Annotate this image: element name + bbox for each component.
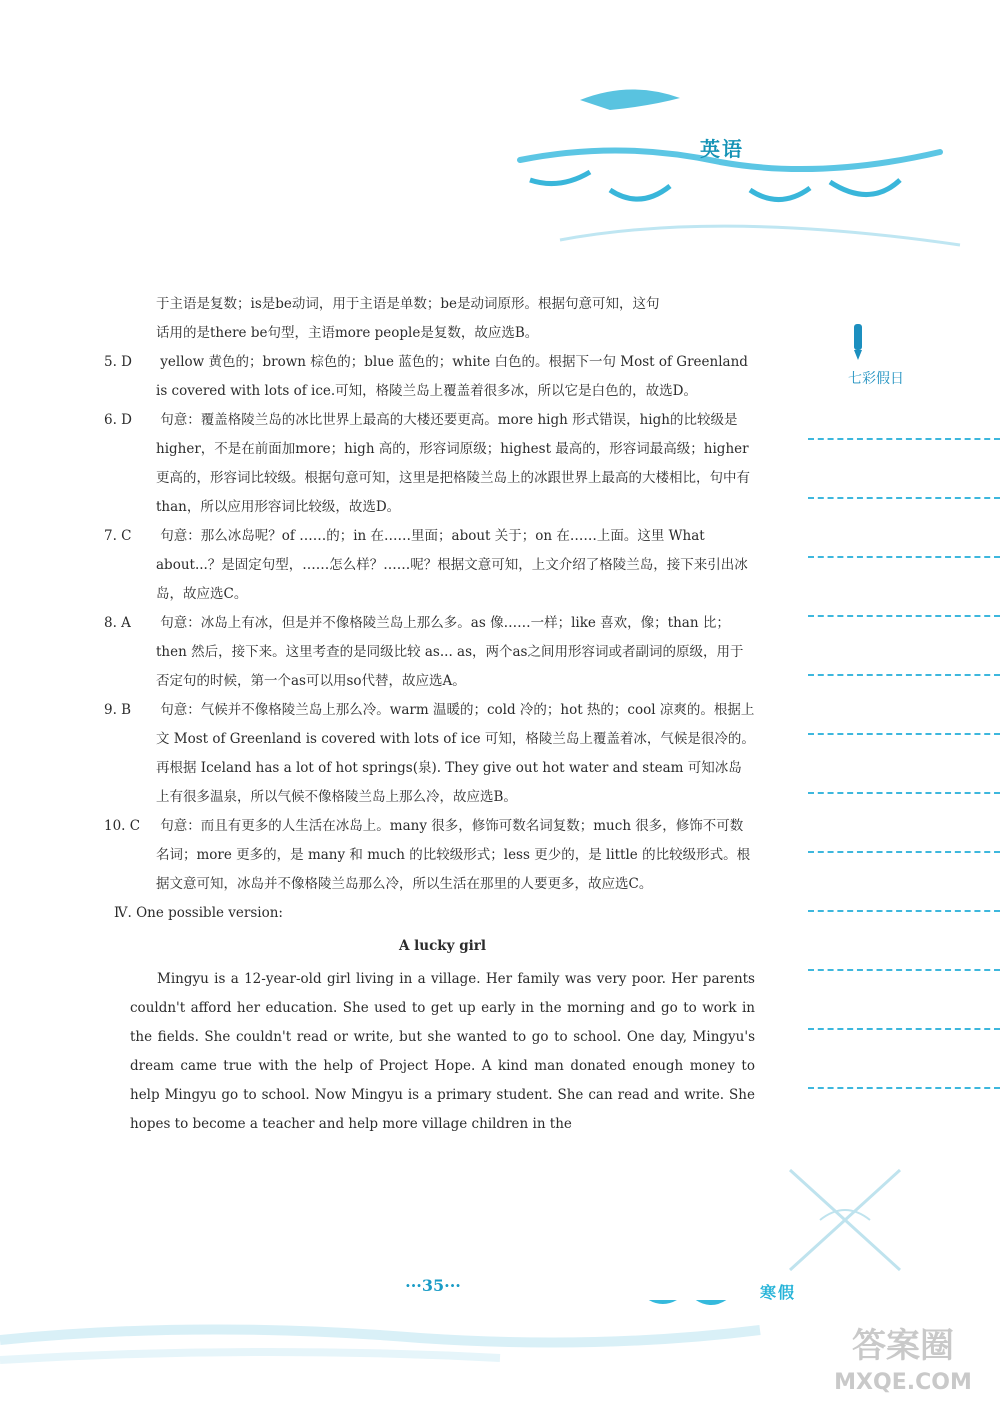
note-line: [808, 792, 1000, 794]
footer-label: 寒假: [760, 1283, 797, 1302]
answer-text: 句意：覆盖格陵兰岛的冰比世界上最高的大楼还要更高。more high 形式错误，high的比较级是higher，不是在前面加more；high 高的，形容词原级；highest 最高的，形容词最高级；higher 更高的，形容词比较级。根据句意可知，这里是把格陵兰岛上的冰跟世界上最高的大楼相比，句中有than，所以应用形容词比较级，故选D。: [156, 412, 750, 515]
note-line: [808, 674, 1000, 676]
answer-text: 句意：那么冰岛呢？of ……的；in 在……里面；about 关于；on 在……上面。这里 What about...？是固定句型，……怎么样？……呢？根据文意可知，上文介绍了格陵兰岛，接下来引出冰岛，故应选C。: [156, 528, 748, 602]
essay-text: Mingyu is a 12-year-old girl living in a village. Her family was very poor. Her parents couldn't afford her education. She used to get up early in the morning and go to work in the fields. She couldn't read or write, but she wanted to go to school. One day, Mingyu's dream came true with the help of Project Hope. A kind man donated enough money to help Mingyu go to school. Now Mingyu is a primary student. She can read and write. She hopes to become a teacher and help more village children in the: [130, 971, 755, 1132]
answer-item: [104, 406, 755, 522]
answer-number: 9. B: [104, 702, 132, 718]
continuation-line: 于主语是复数；is是be动词，用于主语是单数；be是动词原形。根据句意可知，这句: [156, 296, 660, 312]
side-brand-label: 七彩假日: [848, 371, 904, 387]
answer-item: [104, 609, 755, 696]
answer-content: [104, 290, 755, 1139]
note-line: [808, 615, 1000, 617]
answer-text: 句意：冰岛上有冰，但是并不像格陵兰岛上那么多。as 像……一样；like 喜欢，像；than 比；then 然后，接下来。这里考查的是同级比较 as... as，两个as之间用形容词或者副词的原级，用于否定句的时候，第一个as可以用so代替，故应选A。: [156, 615, 744, 689]
essay-title: A lucky girl: [398, 938, 487, 954]
header-subject-label: 英语: [700, 137, 744, 161]
note-lines: [808, 438, 1000, 1146]
answer-text: 句意：气候并不像格陵兰岛上那么冷。warm 温暖的；cold 冷的；hot 热的；cool 凉爽的。根据上文 Most of Greenland is covered with lots of ice 可知，格陵兰岛上覆盖着冰，气候是很冷的。再根据 Iceland has a lot of hot springs(泉). They give out hot water and steam 可知冰岛上有很多温泉，所以气候不像格陵兰岛上那么冷，故应选B。: [156, 702, 755, 805]
page-number: ···35···: [405, 1276, 461, 1295]
answer-number: 10. C: [104, 818, 141, 834]
note-line: [808, 1028, 1000, 1030]
pen-icon: [846, 322, 870, 362]
answer-text: yellow 黄色的；brown 棕色的；blue 蓝色的；white 白色的。根据下一句 Most of Greenland is covered with lots of ice.可知，格陵兰岛上覆盖着很多冰，所以它是白色的，故选D。: [156, 354, 748, 399]
answer-text: 句意：而且有更多的人生活在冰岛上。many 很多，修饰可数名词复数；much 很多，修饰不可数名词；more 更多的，是 many 和 much 的比较级形式；less 更少的，是 little 的比较级形式。根据文意可知，冰岛并不像格陵兰岛那么冷，所以生活在那里的人要更多，故应选C。: [156, 818, 751, 892]
answer-number: 5. D: [104, 354, 132, 370]
note-line: [808, 438, 1000, 440]
note-line: [808, 851, 1000, 853]
answer-item: [104, 812, 755, 899]
watermark-url: MXQE.COM: [834, 1370, 972, 1395]
note-line: [808, 1087, 1000, 1089]
answer-number: 6. D: [104, 412, 132, 428]
note-line: [808, 910, 1000, 912]
note-line: [808, 556, 1000, 558]
answer-item: [104, 348, 755, 406]
answer-number: 7. C: [104, 528, 132, 544]
corner-sketch-decoration: [780, 1160, 910, 1280]
answer-item: [104, 696, 755, 812]
watermark-text: 答案圈: [852, 1326, 954, 1366]
note-line: [808, 969, 1000, 971]
section-heading: Ⅳ. One possible version:: [114, 905, 283, 921]
continuation-line: 话用的是there be句型，主语more people是复数，故应选B。: [156, 325, 539, 341]
note-line: [808, 497, 1000, 499]
answer-item: [104, 522, 755, 609]
answer-number: 8. A: [104, 615, 131, 631]
note-line: [808, 733, 1000, 735]
